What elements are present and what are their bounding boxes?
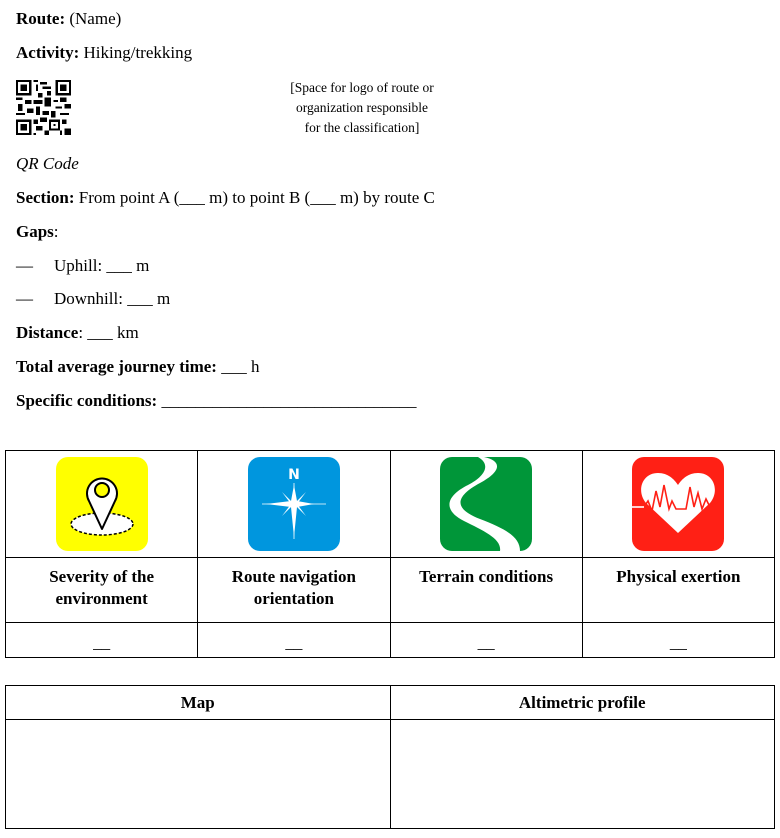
logo-placeholder-line: for the classification] — [304, 120, 420, 135]
icon-cell-terrain — [390, 451, 582, 558]
gaps-item-uphill — [16, 255, 149, 277]
map-area[interactable] — [6, 720, 391, 829]
classification-table — [5, 450, 775, 658]
specific-conditions-line — [16, 390, 416, 412]
value-navigation[interactable] — [198, 623, 390, 658]
logo-placeholder-line: organization responsible — [295, 100, 429, 115]
label-navigation: Route navigation orientation — [198, 558, 390, 623]
winding-road-icon — [440, 457, 532, 551]
gaps-suffix: : — [53, 222, 59, 241]
qr-code-caption: QR Code — [16, 154, 79, 173]
icon-cell-navigation — [198, 451, 390, 558]
value-text: __ — [669, 633, 687, 652]
dash-bullet: — — [16, 289, 33, 308]
activity-line — [16, 42, 192, 64]
journey-time-label: Total average journey time: — [16, 357, 217, 376]
label-terrain: Terrain conditions — [390, 558, 582, 623]
label-severity: Severity of the environment — [6, 558, 198, 623]
qr-code-icon — [16, 80, 71, 135]
map-header-row — [6, 686, 775, 720]
heartbeat-icon — [632, 457, 724, 551]
altimetric-profile-header: Altimetric profile — [390, 686, 775, 720]
specific-conditions-label: Specific conditions: — [16, 391, 158, 410]
journey-time-line — [16, 356, 259, 378]
altimetric-profile-area[interactable] — [390, 720, 775, 829]
value-row — [6, 623, 775, 658]
map-profile-table — [5, 685, 775, 829]
icon-cell-exertion — [582, 451, 774, 558]
dash-bullet: — — [16, 256, 33, 275]
value-text: __ — [285, 633, 303, 652]
gaps-label: Gaps — [16, 222, 54, 241]
activity-value: Hiking/trekking — [79, 43, 193, 62]
logo-placeholder — [262, 78, 462, 138]
gaps-item-text: Uphill: ___ m — [54, 256, 150, 275]
value-text: __ — [477, 633, 495, 652]
map-body-row — [6, 720, 775, 829]
distance-label: Distance — [16, 323, 79, 342]
compass-letter: N — [288, 467, 300, 483]
journey-time-value: ___ h — [216, 357, 260, 376]
icon-cell-severity — [6, 451, 198, 558]
value-text: __ — [93, 633, 111, 652]
activity-label: Activity: — [16, 43, 80, 62]
value-exertion[interactable] — [582, 623, 774, 658]
gaps-item-text: Downhill: ___ m — [54, 289, 171, 308]
value-severity[interactable] — [6, 623, 198, 658]
section-value: From point A (___ m) to point B (___ m) by route C — [74, 188, 435, 207]
route-label: Route: — [16, 9, 66, 28]
location-pin-icon — [56, 457, 148, 551]
section-label: Section: — [16, 188, 75, 207]
icon-row — [6, 451, 775, 558]
logo-placeholder-line: [Space for logo of route or — [290, 80, 434, 95]
route-value: (Name) — [65, 9, 122, 28]
distance-line — [16, 322, 139, 344]
label-row — [6, 558, 775, 623]
gaps-line — [16, 221, 59, 243]
gaps-item-downhill — [16, 288, 170, 310]
distance-value: : ___ km — [78, 323, 139, 342]
route-line — [16, 8, 121, 30]
specific-conditions-value: ______________________________ — [157, 391, 417, 410]
map-header: Map — [6, 686, 391, 720]
compass-star-icon — [248, 457, 340, 551]
section-line — [16, 187, 435, 209]
label-exertion: Physical exertion — [582, 558, 774, 623]
value-terrain[interactable] — [390, 623, 582, 658]
